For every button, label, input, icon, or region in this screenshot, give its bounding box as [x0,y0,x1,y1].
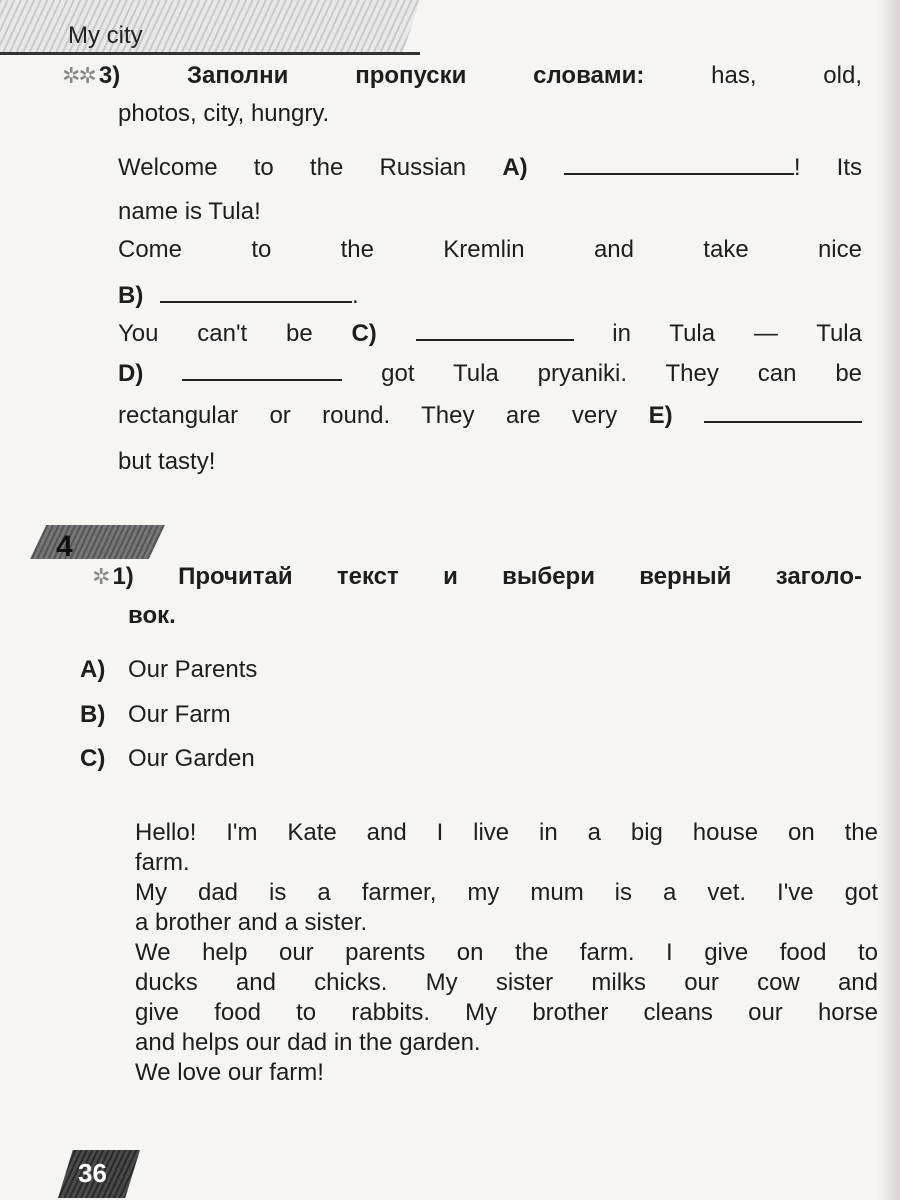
task3-line7 [118,402,862,430]
task3-text: ! Its [793,154,863,181]
section-tab [30,525,165,559]
reading-line: and helps our dad in the garden. [135,1029,481,1056]
task3-line1 [118,154,862,182]
task1-label: 1) Прочитай текст и выбери верный заголо- [112,563,862,590]
option-b[interactable] [80,701,231,729]
task3-line4 [118,282,862,310]
task3-text: in Tula — Tula [612,320,862,347]
task3-text: rectangular or round. They are very [118,402,618,429]
task3-line5 [118,320,862,348]
gap-e-blank[interactable] [704,403,862,423]
task3-words-1: has, old, [711,62,862,89]
option-text: Our Garden [128,745,255,772]
task3-line8 [118,448,862,476]
task3-text: Come to the Kremlin and take nice [118,236,862,263]
task3-label: 3) Заполни пропуски словами: [98,62,645,89]
header-underline [0,52,420,55]
task3-text: You can't be [118,320,313,347]
page-edge-shadow [878,0,900,1200]
star-icon: ✲ [92,564,109,589]
gap-letter-e: E) [648,402,673,429]
reading-line: farm. [135,849,190,876]
task3-text: but tasty! [118,448,216,475]
double-star-icon: ✲✲ [62,63,95,88]
task3-text: name is Tula! [118,198,261,225]
gap-c-blank[interactable] [416,321,574,341]
option-a[interactable] [80,656,257,684]
task3-text: got Tula pryaniki. They can be [381,360,863,387]
option-text: Our Parents [128,656,258,683]
gap-b-blank[interactable] [160,283,352,303]
reading-line: ducks and chicks. My sister milks our cow and [135,969,878,996]
gap-letter-b: B) [118,282,144,309]
task3-line3 [118,236,862,264]
task1-instruction-line1 [92,563,862,591]
reading-line: My dad is a farmer, my mum is a vet. I've got [135,879,878,906]
task3-instruction-line1 [62,62,862,90]
reading-text [135,818,878,1088]
task1-label-end: вок. [128,602,176,629]
task3-text: Welcome to the Russian [118,154,467,181]
task3-text: . [352,282,359,309]
reading-line: a brother and a sister. [135,909,368,936]
option-letter: B) [80,701,106,728]
option-letter: A) [80,656,106,683]
reading-line: We love our farm! [135,1059,324,1086]
reading-line: Hello! I'm Kate and I live in a big house on the [135,819,878,846]
task3-words-2: photos, city, hungry. [118,100,330,127]
gap-letter-d: D) [118,360,144,387]
page-number: 36 [78,1158,107,1188]
task1-instruction-line2 [128,602,862,630]
reading-line: We help our parents on the farm. I give food to [135,939,878,966]
section-number: 4 [56,530,73,563]
option-text: Our Farm [128,701,231,728]
option-c[interactable] [80,745,255,773]
gap-a-blank[interactable] [564,155,794,175]
task3-line2 [118,198,862,226]
gap-d-blank[interactable] [182,361,342,381]
option-letter: C) [80,745,106,772]
header-banner [0,0,420,52]
task3-line6 [118,360,862,388]
task3-instruction-line2 [118,100,862,128]
reading-line: give food to rabbits. My brother cleans our horse [135,999,878,1026]
page-header-title: My city [68,22,143,49]
gap-letter-c: C) [351,320,377,347]
gap-letter-a: A) [502,154,528,181]
